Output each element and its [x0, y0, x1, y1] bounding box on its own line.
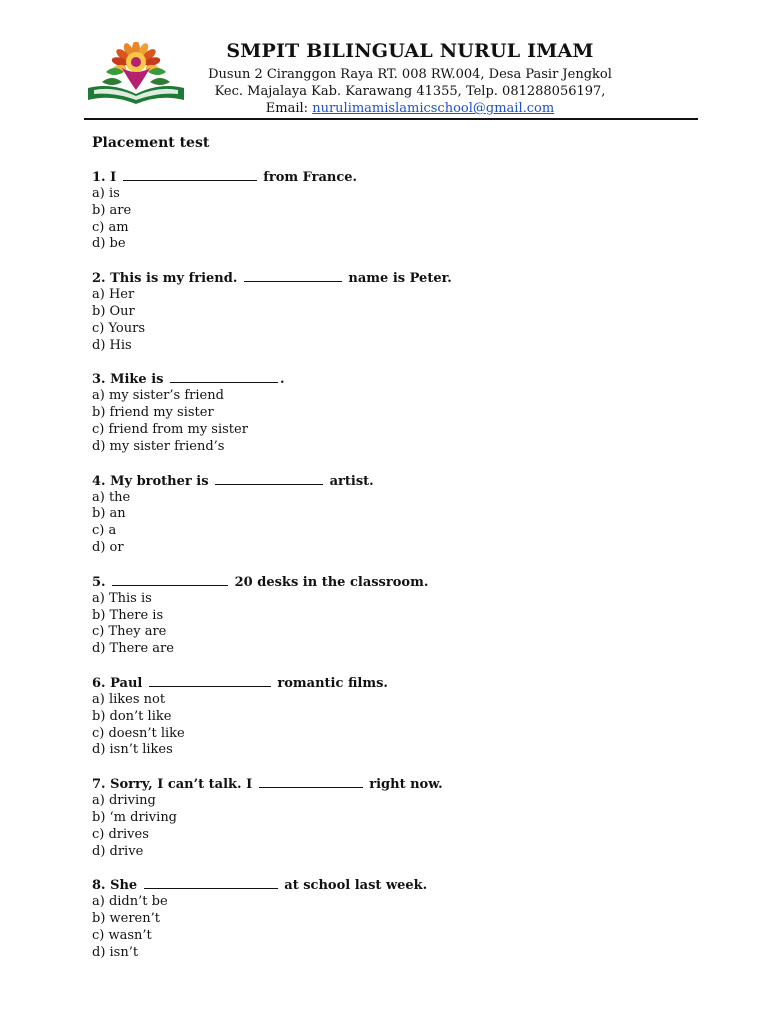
question-suffix: 20 desks in the classroom.	[234, 574, 429, 590]
question-list	[92, 169, 692, 962]
question-3	[92, 371, 692, 455]
answer-blank[interactable]	[149, 675, 271, 687]
question-suffix: romantic films.	[277, 675, 388, 691]
answer-option[interactable]: a) the	[92, 489, 131, 505]
answer-option[interactable]: b) don’t like	[92, 708, 172, 724]
question-prefix: 6. Paul	[92, 675, 143, 691]
tree-book-logo	[84, 42, 188, 108]
question-prefix: 1. I	[92, 170, 117, 185]
question-text	[92, 371, 692, 388]
question-text	[92, 574, 692, 591]
answer-option[interactable]: a) didn’t be	[92, 894, 168, 910]
question-text	[92, 473, 692, 490]
question-8	[92, 877, 692, 961]
answer-option[interactable]: b) are	[92, 202, 132, 218]
answer-option[interactable]: b) ‘m driving	[92, 809, 178, 825]
answer-option[interactable]: a) is	[92, 186, 120, 201]
question-prefix: 2. This is my friend.	[92, 271, 238, 287]
answer-option[interactable]: b) There is	[92, 607, 164, 623]
page-title: Placement test	[92, 135, 210, 151]
answer-option[interactable]: c) They are	[92, 624, 167, 640]
answer-option[interactable]: a) my sister’s friend	[92, 388, 224, 404]
answer-blank[interactable]	[112, 574, 228, 586]
answer-option[interactable]: c) Yours	[92, 320, 146, 336]
answer-option[interactable]: b) weren’t	[92, 911, 160, 927]
question-4	[92, 473, 692, 557]
question-prefix: 4. My brother is	[92, 473, 209, 489]
question-6	[92, 675, 692, 759]
address-line-1: Dusun 2 Ciranggon Raya RT. 008 RW.004, Desa Pasir Jengkol	[208, 67, 612, 82]
question-suffix: name is Peter.	[348, 271, 452, 287]
question-text	[92, 169, 692, 186]
question-2	[92, 270, 692, 354]
answer-option[interactable]: d) drive	[92, 843, 144, 859]
answer-option[interactable]: a) This is	[92, 590, 152, 606]
answer-option[interactable]: d) be	[92, 236, 126, 252]
question-text	[92, 776, 692, 793]
question-text	[92, 675, 692, 692]
email-link[interactable]: nurulimamislamicschool@gmail.com	[312, 101, 555, 116]
answer-blank[interactable]	[215, 473, 323, 485]
question-prefix: 3. Mike is	[92, 372, 164, 388]
answer-option[interactable]: b) Our	[92, 303, 135, 319]
question-suffix: right now.	[369, 777, 443, 793]
question-suffix: at school last week.	[284, 878, 428, 894]
answer-option[interactable]: c) doesn’t like	[92, 725, 185, 741]
address-line-2: Kec. Majalaya Kab. Karawang 41355, Telp. 081288056197,	[214, 84, 606, 99]
answer-option[interactable]: a) driving	[92, 793, 156, 809]
answer-option[interactable]: a) likes not	[92, 691, 166, 707]
answer-option[interactable]: c) drives	[92, 826, 149, 842]
question-text	[92, 877, 692, 894]
header-divider	[84, 118, 698, 120]
email-line	[200, 100, 620, 117]
answer-option[interactable]: d) isn’t	[92, 944, 139, 960]
answer-option[interactable]: c) a	[92, 523, 117, 539]
question-7	[92, 776, 692, 860]
answer-option[interactable]: d) His	[92, 337, 132, 353]
question-prefix: 7. Sorry, I can’t talk. I	[92, 777, 253, 793]
question-suffix: .	[280, 372, 285, 388]
answer-option[interactable]: d) my sister friend’s	[92, 438, 225, 454]
question-prefix: 8. She	[92, 878, 138, 894]
answer-option[interactable]: b) friend my sister	[92, 405, 214, 421]
answer-blank[interactable]	[259, 776, 363, 788]
question-suffix: artist.	[329, 473, 374, 489]
answer-option[interactable]: d) isn’t likes	[92, 742, 173, 758]
answer-blank[interactable]	[170, 371, 278, 383]
email-label: Email:	[265, 101, 309, 116]
question-prefix: 5.	[92, 574, 106, 590]
answer-option[interactable]: d) or	[92, 539, 124, 555]
answer-option[interactable]: c) wasn’t	[92, 927, 152, 943]
answer-blank[interactable]	[244, 270, 342, 282]
letterhead	[0, 0, 768, 122]
answer-option[interactable]: b) an	[92, 506, 126, 522]
answer-option[interactable]: c) am	[92, 219, 129, 235]
answer-blank[interactable]	[123, 169, 257, 181]
question-5	[92, 574, 692, 658]
answer-option[interactable]: c) friend from my sister	[92, 421, 248, 437]
question-suffix: from France.	[263, 170, 358, 185]
answer-option[interactable]: a) Her	[92, 287, 135, 303]
test-body	[92, 134, 692, 979]
question-1	[92, 169, 692, 253]
answer-option[interactable]: d) There are	[92, 641, 174, 657]
answer-blank[interactable]	[144, 877, 278, 889]
question-text	[92, 270, 692, 287]
school-name: SMPIT BILINGUAL NURUL IMAM	[226, 40, 594, 62]
